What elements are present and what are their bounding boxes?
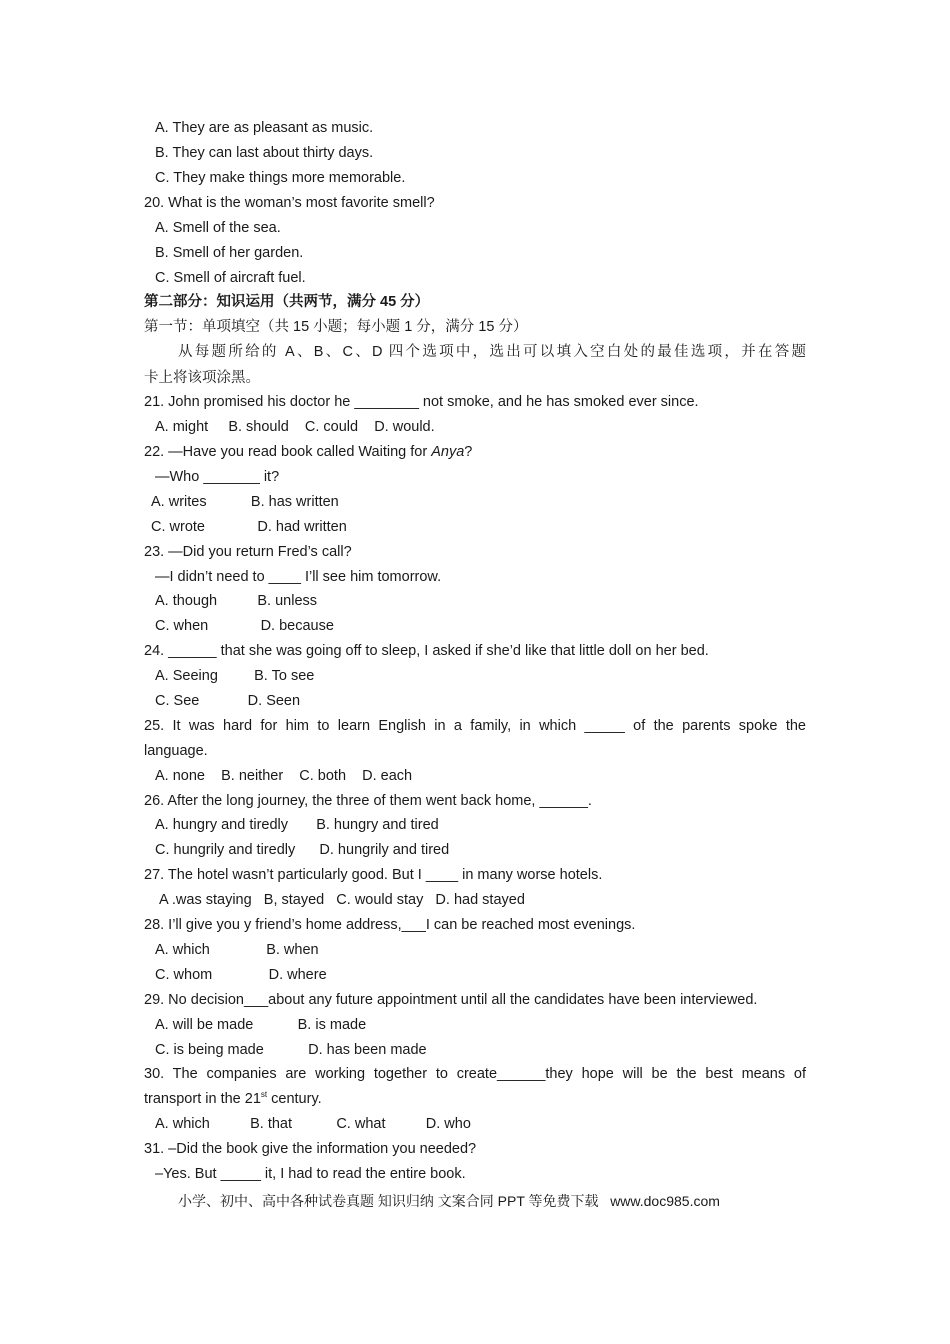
section1-heading: 第一节：单项填空（共 15 小题；每小题 1 分，满分 15 分） xyxy=(144,319,528,335)
q30-options: A. which B. that C. what D. who xyxy=(155,1116,471,1132)
q30-line2-pre: transport in the 21 xyxy=(144,1091,261,1107)
q25-question-line1: 25. It was hard for him to learn English in a family, in which _____ of the parents spoke the xyxy=(144,718,806,734)
q30-line2-sup: st xyxy=(260,1090,268,1100)
q20-option-c: C. Smell of aircraft fuel. xyxy=(155,270,306,286)
q22-question xyxy=(144,442,472,462)
q24-options-row2: C. See D. Seen xyxy=(155,693,301,709)
q26-question: 26. After the long journey, the three of them went back home, ______. xyxy=(144,793,592,809)
q21-options: A. might B. should C. could D. would. xyxy=(155,419,435,435)
q31-reply: –Yes. But _____ it, I had to read the entire book. xyxy=(155,1166,466,1182)
instructions-line2: 卡上将该项涂黑。 xyxy=(144,370,260,386)
q22-options-row2: C. wrote D. had written xyxy=(151,519,347,535)
q21-question: 21. John promised his doctor he ________ not smoke, and he has smoked ever since. xyxy=(144,394,699,410)
q19-option-c: C. They make things more memorable. xyxy=(155,170,406,186)
q28-options-row1: A. which B. when xyxy=(155,942,319,958)
page-footer: 小学、初中、高中各种试卷真题 知识归纳 文案合同 PPT 等免费下载 www.doc985.com xyxy=(178,1193,720,1209)
q22-question-title: Anya xyxy=(431,444,465,460)
q29-options-row1: A. will be made B. is made xyxy=(155,1017,367,1033)
q30-line2-post: century. xyxy=(267,1091,322,1107)
q29-question: 29. No decision___about any future appointment until all the candidates have been interviewed. xyxy=(144,992,758,1008)
q25-question-line2: language. xyxy=(144,743,208,759)
q28-question: 28. I’ll give you y friend’s home address,___I can be reached most evenings. xyxy=(144,917,636,933)
part2-heading: 第二部分：知识运用（共两节，满分 45 分） xyxy=(144,294,430,310)
q25-options: A. none B. neither C. both D. each xyxy=(155,768,413,784)
instructions-line1: 从每题所给的 A、B、C、D 四个选项中，选出可以填入空白处的最佳选项，并在答题 xyxy=(178,344,806,360)
q28-options-row2: C. whom D. where xyxy=(155,967,327,983)
q24-options-row1: A. Seeing B. To see xyxy=(155,668,315,684)
q23-options-row1: A. though B. unless xyxy=(155,593,318,609)
q23-question: 23. —Did you return Fred’s call? xyxy=(144,544,352,560)
q20-option-b: B. Smell of her garden. xyxy=(155,245,304,261)
q31-question: 31. –Did the book give the information you needed? xyxy=(144,1141,477,1157)
q23-reply: —I didn’t need to ____ I’ll see him tomorrow. xyxy=(155,569,442,585)
q20-option-a: A. Smell of the sea. xyxy=(155,220,281,236)
q22-question-post: ? xyxy=(464,444,473,460)
q30-question-line1: 30. The companies are working together to create______they hope will be the best means of xyxy=(144,1066,806,1082)
q22-reply: —Who _______ it? xyxy=(155,469,280,485)
q20-question: 20. What is the woman’s most favorite smell? xyxy=(144,195,435,211)
q23-options-row2: C. when D. because xyxy=(155,618,334,634)
q22-question-pre: 22. —Have you read book called Waiting for xyxy=(144,444,432,460)
q30-question-line2 xyxy=(144,1089,322,1109)
q26-options-row2: C. hungrily and tiredly D. hungrily and tired xyxy=(155,842,450,858)
q19-option-b: B. They can last about thirty days. xyxy=(155,145,374,161)
q19-option-a: A. They are as pleasant as music. xyxy=(155,120,374,136)
q27-question: 27. The hotel wasn’t particularly good. But I ____ in many worse hotels. xyxy=(144,867,603,883)
q29-options-row2: C. is being made D. has been made xyxy=(155,1042,427,1058)
q24-question: 24. ______ that she was going off to sleep, I asked if she’d like that little doll on her bed. xyxy=(144,643,709,659)
q27-options: A .was staying B, stayed C. would stay D. had stayed xyxy=(159,892,525,908)
q22-options-row1: A. writes B. has written xyxy=(151,494,339,510)
q26-options-row1: A. hungry and tiredly B. hungry and tired xyxy=(155,817,439,833)
